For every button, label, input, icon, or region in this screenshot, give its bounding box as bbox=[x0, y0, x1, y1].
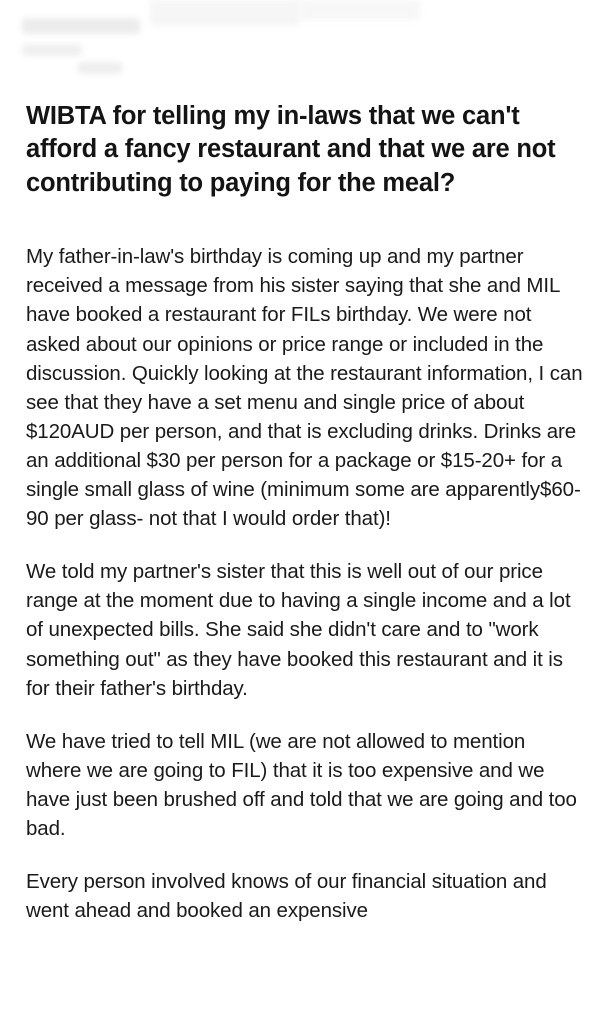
blurred-text-block bbox=[78, 62, 122, 74]
blurred-text-block bbox=[22, 18, 140, 34]
post-paragraph-1: My father-in-law's birthday is coming up and my partner received a message from his sister saying that she and MIL have booked a restaurant for FILs birthday. We were not asked about our opinions or price range or included in the discussion. Quickly looking at the restaurant information, I can see that they have a set menu and single price of about $120AUD per person, and that is excluding drinks. Drinks are an additional $30 per person for a package or $15-20+ for a single small glass of wine (minimum some are apparently$60-90 per glass- not that I would order that)! bbox=[26, 245, 583, 531]
blurred-header-strip bbox=[0, 0, 610, 88]
page-title: WIBTA for telling my in-laws that we can't afford a fancy restaurant and that we are not contributing to paying for the meal? bbox=[26, 102, 556, 197]
post-paragraph-4: Every person involved knows of our financial situation and went ahead and booked an expensive bbox=[26, 870, 547, 923]
post-paragraph-3: We have tried to tell MIL (we are not allowed to mention where we are going to FIL) that it is too expensive and we have just been brushed off and told that we are going and too bad. bbox=[26, 729, 577, 841]
post-paragraph-2: We told my partner's sister that this is well out of our price range at the moment due to having a single income and a lot of unexpected bills. She said she didn't care and to "work something out" as they have booked this restaurant and it is for their father's birthday. bbox=[26, 560, 571, 700]
blurred-text-block bbox=[22, 44, 82, 56]
blurred-text-block bbox=[300, 0, 420, 20]
post-content bbox=[0, 88, 610, 925]
blurred-text-block bbox=[150, 0, 300, 26]
